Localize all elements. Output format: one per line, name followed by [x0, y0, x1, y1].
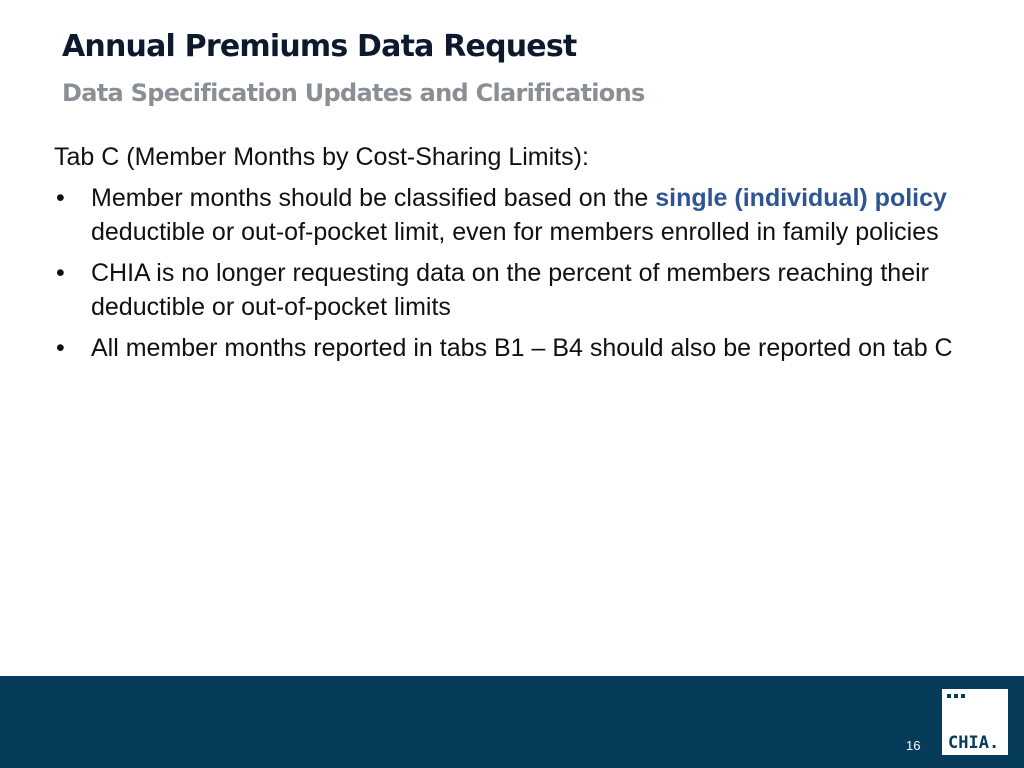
bullet-marker: •	[56, 183, 65, 212]
bullet-list	[54, 181, 984, 366]
bullet-item	[54, 181, 984, 250]
chia-logo	[942, 689, 1008, 755]
slide-title: Annual Premiums Data Request	[62, 29, 577, 64]
bullet-item	[54, 256, 984, 325]
bullet-marker: •	[56, 258, 65, 287]
bullet-text-before: Member months should be classified based on the	[91, 183, 656, 212]
bullet-text: CHIA is no longer requesting data on the percent of members reaching their deductible or out-of-pocket limits	[91, 258, 929, 321]
bullet-marker: •	[56, 333, 65, 362]
page-number: 16	[906, 738, 921, 753]
footer-bar	[0, 676, 1024, 768]
logo-text: CHIA.	[948, 733, 1000, 753]
bullet-text: All member months reported in tabs B1 – B4 should also be reported on tab C	[91, 333, 953, 362]
bullet-item	[54, 331, 984, 366]
logo-dots-icon	[947, 694, 967, 698]
slide-subtitle: Data Specification Updates and Clarifications	[62, 79, 645, 107]
intro-text: Tab C (Member Months by Cost-Sharing Limits):	[54, 143, 589, 171]
bullet-text-after: deductible or out-of-pocket limit, even for members enrolled in family policies	[91, 218, 939, 246]
bullet-emphasis: single (individual) policy	[655, 183, 947, 212]
slide-content	[54, 140, 984, 365]
